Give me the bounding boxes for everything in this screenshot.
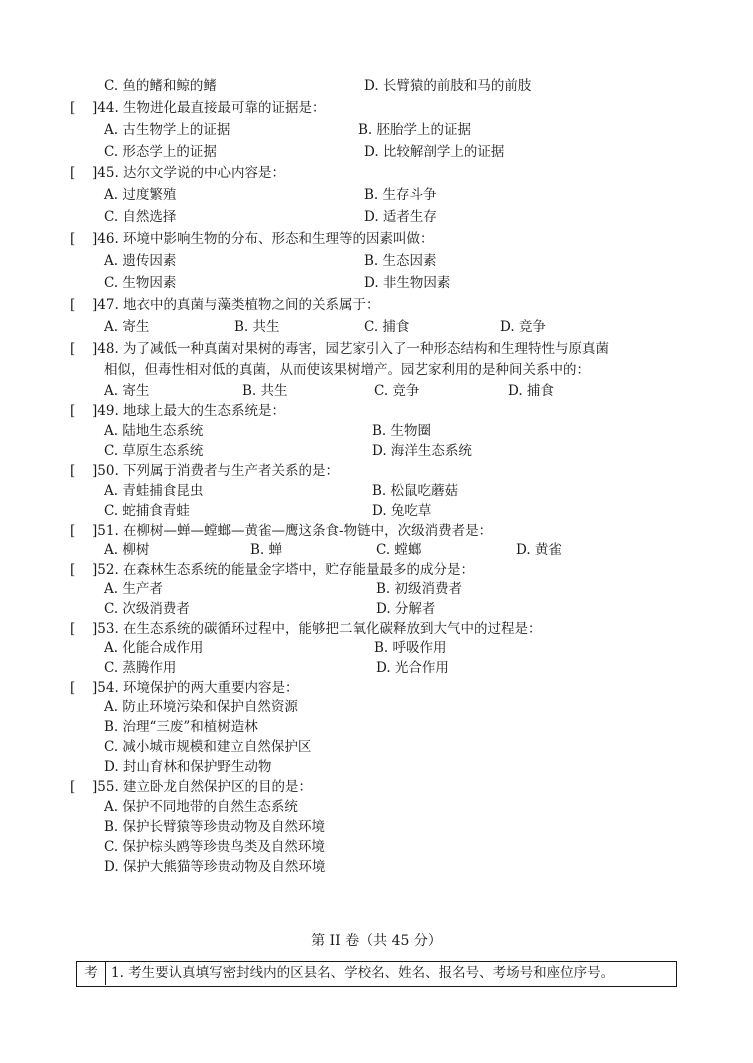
option-text: A. 古生物学上的证据 xyxy=(104,122,231,138)
answer-bracket[interactable]: [ xyxy=(70,621,76,637)
question-text: ]54. 环境保护的两大重要内容是： xyxy=(92,680,299,696)
answer-bracket[interactable]: [ xyxy=(70,341,76,357)
option-text: C. 生物因素 xyxy=(104,275,177,291)
option-text: D. 长臂猿的前肢和马的前肢 xyxy=(364,78,532,94)
option-text: D. 适者生存 xyxy=(364,209,437,225)
option-text: D. 捕食 xyxy=(508,383,554,399)
option-text: C. 鱼的鳍和鲸的鳍 xyxy=(104,78,217,94)
answer-bracket[interactable]: [ xyxy=(70,562,76,578)
option-text: A. 化能合成作用 xyxy=(104,640,204,656)
question-text: ]53. 在生态系统的碳循环过程中，能够把二氧化碳释放到大气中的过程是： xyxy=(92,621,542,637)
section-title: 第 II 卷（共 45 分） xyxy=(311,933,442,949)
option-text: B. 保护长臂猿等珍贵动物及自然环境 xyxy=(104,819,326,835)
question-text: ]51. 在柳树—蝉—螳螂—黄雀—鹰这条食-物链中，次级消费者是： xyxy=(92,523,493,539)
option-text: A. 寄生 xyxy=(104,383,150,399)
question-text: ]44. 生物进化最直接最可靠的证据是： xyxy=(92,100,326,116)
question-text: ]47. 地衣中的真菌与藻类植物之间的关系属于： xyxy=(92,297,380,313)
option-text: C. 减小城市规模和建立自然保护区 xyxy=(104,739,312,755)
option-text: D. 海洋生态系统 xyxy=(372,443,472,459)
option-text: D. 兔吃草 xyxy=(372,503,432,519)
option-text: B. 蝉 xyxy=(250,542,283,558)
answer-bracket[interactable]: [ xyxy=(70,297,76,313)
option-text: B. 松鼠吃蘑菇 xyxy=(372,483,459,499)
option-text: A. 过度繁殖 xyxy=(104,187,177,203)
option-text: A. 生产者 xyxy=(104,581,163,597)
option-text: C. 蒸腾作用 xyxy=(104,660,177,676)
option-text: D. 竞争 xyxy=(500,319,546,335)
answer-bracket[interactable]: [ xyxy=(70,523,76,539)
answer-bracket[interactable]: [ xyxy=(70,165,76,181)
option-text: D. 黄雀 xyxy=(516,542,562,558)
option-text: B. 生物圈 xyxy=(372,423,432,439)
answer-bracket[interactable]: [ xyxy=(70,100,76,116)
question-text: ]52. 在森林生态系统的能量金字塔中，贮存能量最多的成分是： xyxy=(92,562,475,578)
answer-bracket[interactable]: [ xyxy=(70,231,76,247)
option-text: C. 捕食 xyxy=(364,319,410,335)
question-text: ]50. 下列属于消费者与生产者关系的是： xyxy=(92,463,340,479)
option-text: D. 分解者 xyxy=(376,601,436,617)
answer-bracket[interactable]: [ xyxy=(70,779,76,795)
notice-box-label: 考 xyxy=(77,962,106,985)
question-text-continued: 相似，但毒性相对低的真菌，从而使该果树增产。园艺家利用的是种间关系中的： xyxy=(104,362,590,378)
option-text: B. 胚胎学上的证据 xyxy=(358,122,472,138)
option-text: A. 寄生 xyxy=(104,319,150,335)
option-text: C. 次级消费者 xyxy=(104,601,190,617)
option-text: B. 治理“三废”和植树造林 xyxy=(104,719,258,735)
option-text: A. 保护不同地带的自然生态系统 xyxy=(104,799,298,815)
option-text: C. 草原生态系统 xyxy=(104,443,204,459)
option-text: D. 非生物因素 xyxy=(364,275,451,291)
question-text: ]46. 环境中影响生物的分布、形态和生理等的因素叫做： xyxy=(92,231,434,247)
option-text: B. 生存斗争 xyxy=(364,187,437,203)
question-text: ]49. 地球上最大的生态系统是： xyxy=(92,403,286,419)
option-text: A. 遗传因素 xyxy=(104,253,177,269)
answer-bracket[interactable]: [ xyxy=(70,680,76,696)
option-text: C. 保护棕头鸥等珍贵鸟类及自然环境 xyxy=(104,839,325,855)
question-text: ]48. 为了减低一种真菌对果树的毒害，园艺家引入了一种形态结构和生理特性与原真菌 xyxy=(92,341,610,357)
notice-box xyxy=(76,961,677,987)
option-text: D. 保护大熊猫等珍贵动物及自然环境 xyxy=(104,859,326,875)
option-text: A. 防止环境污染和保护自然资源 xyxy=(104,699,298,715)
option-text: B. 生态因素 xyxy=(364,253,437,269)
answer-bracket[interactable]: [ xyxy=(70,463,76,479)
option-text: A. 青蛙捕食昆虫 xyxy=(104,483,204,499)
question-text: ]55. 建立卧龙自然保护区的目的是： xyxy=(92,779,313,795)
option-text: D. 光合作用 xyxy=(376,660,449,676)
option-text: A. 柳树 xyxy=(104,542,150,558)
option-text: C. 竞争 xyxy=(374,383,420,399)
option-text: B. 初级消费者 xyxy=(376,581,463,597)
option-text: C. 螳螂 xyxy=(376,542,422,558)
option-text: C. 蛇捕食青蛙 xyxy=(104,503,190,519)
option-text: C. 形态学上的证据 xyxy=(104,144,217,160)
question-text: ]45. 达尔文学说的中心内容是： xyxy=(92,165,286,181)
answer-bracket[interactable]: [ xyxy=(70,403,76,419)
option-text: D. 比较解剖学上的证据 xyxy=(364,144,505,160)
option-text: A. 陆地生态系统 xyxy=(104,423,204,439)
option-text: B. 共生 xyxy=(242,383,288,399)
option-text: B. 共生 xyxy=(234,319,280,335)
option-text: C. 自然选择 xyxy=(104,209,177,225)
option-text: D. 封山育林和保护野生动物 xyxy=(104,759,272,775)
notice-box-text: 1. 考生要认真填写密封线内的区县名、学校名、姓名、报名号、考场号和座位序号。 xyxy=(111,965,615,981)
option-text: B. 呼吸作用 xyxy=(374,640,447,656)
